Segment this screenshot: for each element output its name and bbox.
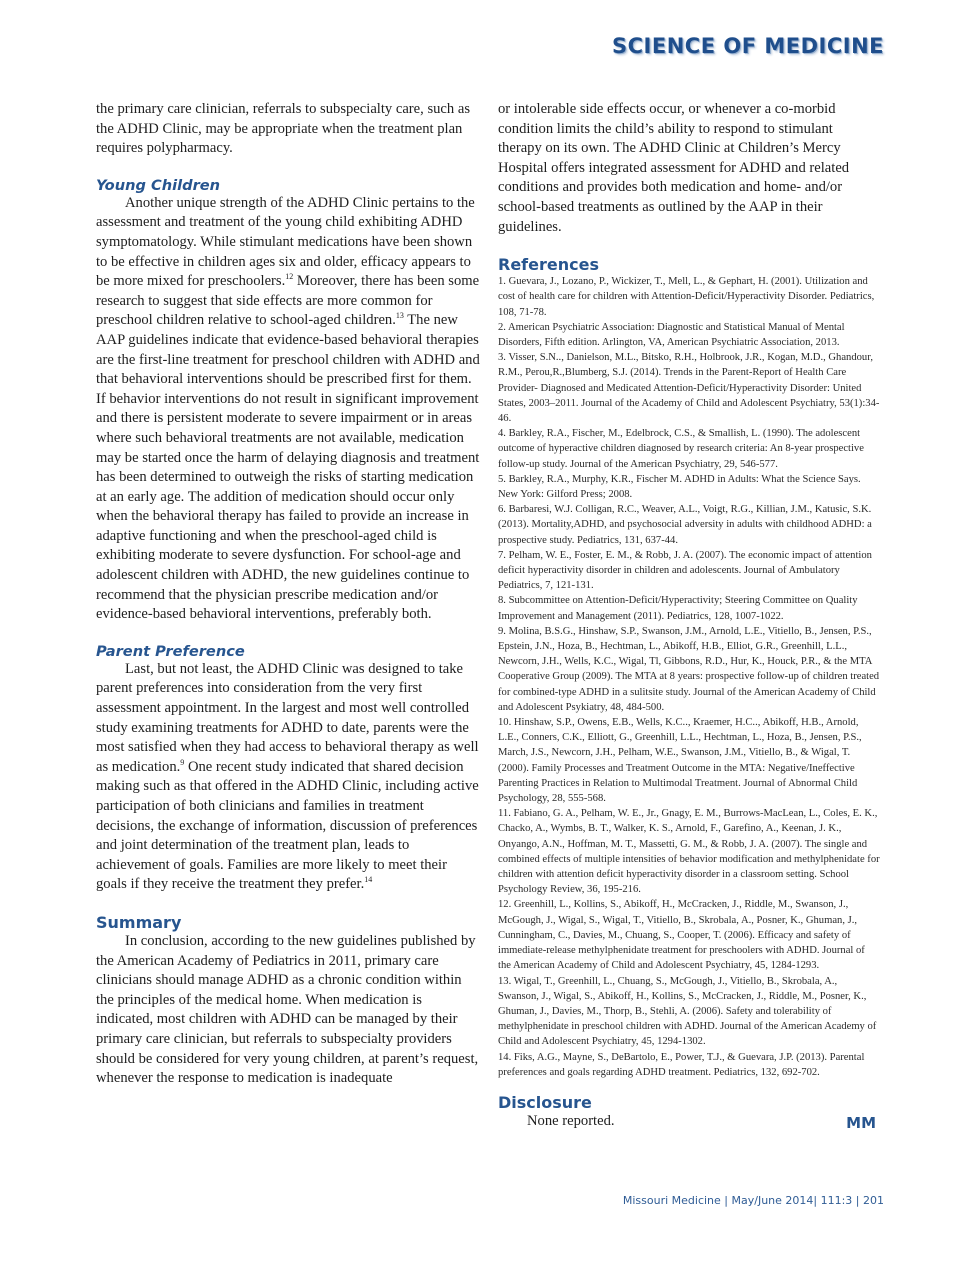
citation-9: 9 [180,757,185,767]
disclosure-text: None reported. [527,1112,615,1129]
young-children-text-b: Moreover, there has been some research to suggest that side effects are more common for preschool children relative to school-aged children. [96,273,480,329]
reference-item: 2. American Psychiatric Association: Diagnostic and Statistical Manual of Mental Disorders, Fifth edition. Arlington, VA, American Psychiatric Association, 2013. [498,321,845,348]
summary-paragraph: In conclusion, according to the new guidelines published by the American Academy of Pediatrics in 2011, primary care clinicians should manage ADHD as a chronic condition within the principles of the medical home. When medication is indicated, most children with ADHD can be managed by their primary care clinician, but referrals to subspecialty providers should be considered for very young children, at parent’s request, whenever the response to medication is inadequate [96,932,479,1087]
page-footer: Missouri Medicine | May/June 2014| 111:3 | 201 [622,1194,884,1207]
young-children-text-a: Another unique strength of the ADHD Clinic pertains to the assessment and treatment of the young child exhibiting ADHD symptomatology. While stimulant medications have been shown to be effective in children ages six and older, efficacy appears to be more mixed for preschoolers. [96,194,475,290]
young-children-heading: Young Children [96,176,221,194]
reference-item: 5. Barkley, R.A., Murphy, K.R., Fischer M. ADHD in Adults: What the Science Says. New York: Gilford Press; 2008. [498,473,861,500]
parent-preference-heading: Parent Preference [96,642,245,660]
references-heading: References [498,255,599,275]
reference-item: 3. Visser, S.N.., Danielson, M.L., Bitsko, R.H., Holbrook, J.R., Kogan, M.D., Ghandour, R.M., Perou,R.,Blumberg, S.J. (2014). Trends in the Parent-Report of Health Care Provider- Diagnosed and Medicated Attention-Deficit/Hyperactivity Disorder: United States, 2003–2011. Journal of the Academy of Child and Adolescent Psychiatry, 53(1):34-46. [498,352,880,424]
parent-preference-paragraph [96,660,480,895]
section-title: SCIENCE OF MEDICINE [612,34,884,58]
summary-heading: Summary [96,912,182,932]
references-list [498,274,880,1080]
citation-13: 13 [395,311,404,321]
young-children-paragraph [96,194,480,625]
reference-item: 14. Fiks, A.G., Mayne, S., DeBartolo, E., Power, T.J., & Guevara, J.P. (2013). Parental preferences and goals regarding ADHD treatment. Pediatrics, 132, 692-702. [498,1051,865,1078]
reference-item: 11. Fabiano, G. A., Pelham, W. E., Jr., Gnagy, E. M., Burrows-MacLean, L., Coles, E. K., Chacko, A., Wymbs, B. T., Walker, K. S., Arnold, F., Garefino, A., Keenan, J. K., Onyango, A.N., Hoffman, M. T., Massetti, G. M., & Robb, J. A. (2007). The single and combined effects of multiple intensities of behavior modification and methylphenidate for children with attention deficit hyperactivity disorder in a classroom setting. School Psychology Review, 36, 195-216. [498,808,880,896]
right-column [498,100,880,1132]
left-column [96,100,480,1089]
reference-item: 6. Barbaresi, W.J. Colligan, R.C., Weaver, A.L., Voigt, R.G., Killian, J.M., Katusic, S.K. (2013). Mortality,ADHD, and psychosocial adversity in adults with childhood ADHD: a prospective study. Pediatrics, 131, 637-44. [498,504,872,546]
reference-item: 4. Barkley, R.A., Fischer, M., Edelbrock, C.S., & Smallish, L. (1990). The adolescent outcome of hyperactive children diagnosed by research criteria: An 8-year prospective follow-up study. Journal of the American Psychiatry, 29, 546-577. [498,428,864,470]
young-children-text-c: The new AAP guidelines indicate that evidence-based behavioral therapies are the first-line treatment for preschool children with ADHD and that behavioral interventions should be prescribed first for them. If behavior interventions do not result in significant improvement and there is persistent moderate to severe impairment or in areas where such behavioral treatments are not available, medication may be started once the harm of delaying diagnosis and treatment has been determined to outweigh the risks of starting medication at an early age. The addition of medication should occur only when the behavioral therapy has failed to provide an increase in adaptive functioning and when the preschool-aged child is exhibiting moderate to severe dysfunction. For school-age and adolescent children with ADHD, the new guidelines continue to recommend that the physician prescribe medication and/or evidence-based behavioral interventions, preferably both. [96,312,480,623]
continuation-paragraph: or intolerable side effects occur, or whenever a co-morbid condition limits the child’s ability to respond to stimulant therapy on its own. The ADHD Clinic at Children’s Mercy Hospital offers integrated assessment for ADHD and related conditions and provides both medication and home- and/or school-based treatments as outlined by the AAP in their guidelines. [498,101,850,235]
disclosure-heading: Disclosure [498,1092,592,1112]
intro-paragraph: the primary care clinician, referrals to subspecialty care, such as the ADHD Clinic, may be appropriate when the treatment plan requires polypharmacy. [96,101,470,157]
reference-item: 10. Hinshaw, S.P., Owens, E.B., Wells, K.C.., Kraemer, H.C.., Abikoff, H.B., Arnold, L.E., Conners, C.K., Elliott, G., Greenhill, L.L., Hechtman, L., Hoza, B., Jensen, P.S., March, J.S., Newcorn, J.H., Pelham, W.E., Swanson, J.M., Vitiello, B., & Wigal, T. (2000). Family Processes and Treatment Outcome in the MTA: Negative/Ineffective Parenting Practices in Relation to Multimodal Treatment. Journal of Abnormal Child Psychology, 28, 555-568. [498,717,862,805]
reference-item: 9. Molina, B.S.G., Hinshaw, S.P., Swanson, J.M., Arnold, L.E., Vitiello, B., Jensen, P.S., Epstein, J.N., Hoza, B., Hechtman, L., Abikoff, H.B., Elliot, G.R., Greenhill, L.L., Newcorn, J.H., Wells, K.C., Wigal, Tl, Gibbons, R.D., Hur, K., Houck, P.R., & the MTA Cooperative Group (2009). The MTA at 8 years: prospective follow-up of children treated for combined-type ADHD in a sulitsite study. Journal of the American Academy of Child and Adolescent Psykiatry, 48, 484-500. [498,625,880,713]
reference-item: 13. Wigal, T., Greenhill, L., Chuang, S., McGough, J., Vitiello, B., Skrobala, A., Swanson, J., Wigal, S., Abikoff, H., Kollins, S., McCracken, J., Riddle, M., Posner, K., Ghuman, J., Davies, M., Thorp, B., Stehli, A. (2006). Safety and tolerability of methylphenidate in preschool children with ADHD. Journal of the American Academy of Child and Adolescent Psychiatry, 45, 1294-1302. [498,975,877,1048]
reference-item: 8. Subcommittee on Attention-Deficit/Hyperactivity; Steering Committee on Quality Improvement and Management (2011). Pediatrics, 128, 1007-1022. [498,595,858,622]
parent-preference-text-a: Last, but not least, the ADHD Clinic was designed to take parent preferences into consideration from the very first assessment appointment. In the largest and most well controlled study examining treatments for ADHD to date, parents were the most satisfied when they had access to behavioral therapy as well as medication. [96,660,479,775]
reference-item: 7. Pelham, W. E., Foster, E. M., & Robb, J. A. (2007). The economic impact of attention deficit hyperactivity disorder in children and adolescents. Journal of Ambulatory Pediatrics, 7, 121-131. [498,549,872,592]
disclosure-row [498,1112,880,1132]
end-mark-logo: MM [846,1113,876,1132]
reference-item: 1. Guevara, J., Lozano, P., Wickizer, T., Mell, L., & Gephart, H. (2001). Utilization and cost of health care for children with Attention-Deficit/Hyperactivity Disorder. Pediatrics, 108, 71-78. [498,276,875,318]
citation-12: 12 [285,272,294,282]
parent-preference-text-b: One recent study indicated that shared decision making such as that offered in the ADHD Clinic, including active participation of both clinicians and families in treatment decisions, the exchange of information, discussion of preferences and joint determination of the treatment plan, leads to achievement of goals. Families are more likely to meet their goals if they receive the treatment they prefer. [96,758,479,893]
reference-item: 12. Greenhill, L., Kollins, S., Abikoff, H., McCracken, J., Riddle, M., Swanson, J., McGough, J., Wigal, S., Wigal, T., Vitiello, B., Skrobala, A., Posner, K., Ghuman, J., Cunningham, C., Davies, M., Chuang, S., Cooper, T. (2006). Efficacy and safety of immediate-release methylphenidate treatment for preschoolers with ADHD. Journal of the American Academy of Child and Adolescent Psychiatry, 45, 1284-1293. [498,899,865,972]
citation-14: 14 [364,875,373,885]
